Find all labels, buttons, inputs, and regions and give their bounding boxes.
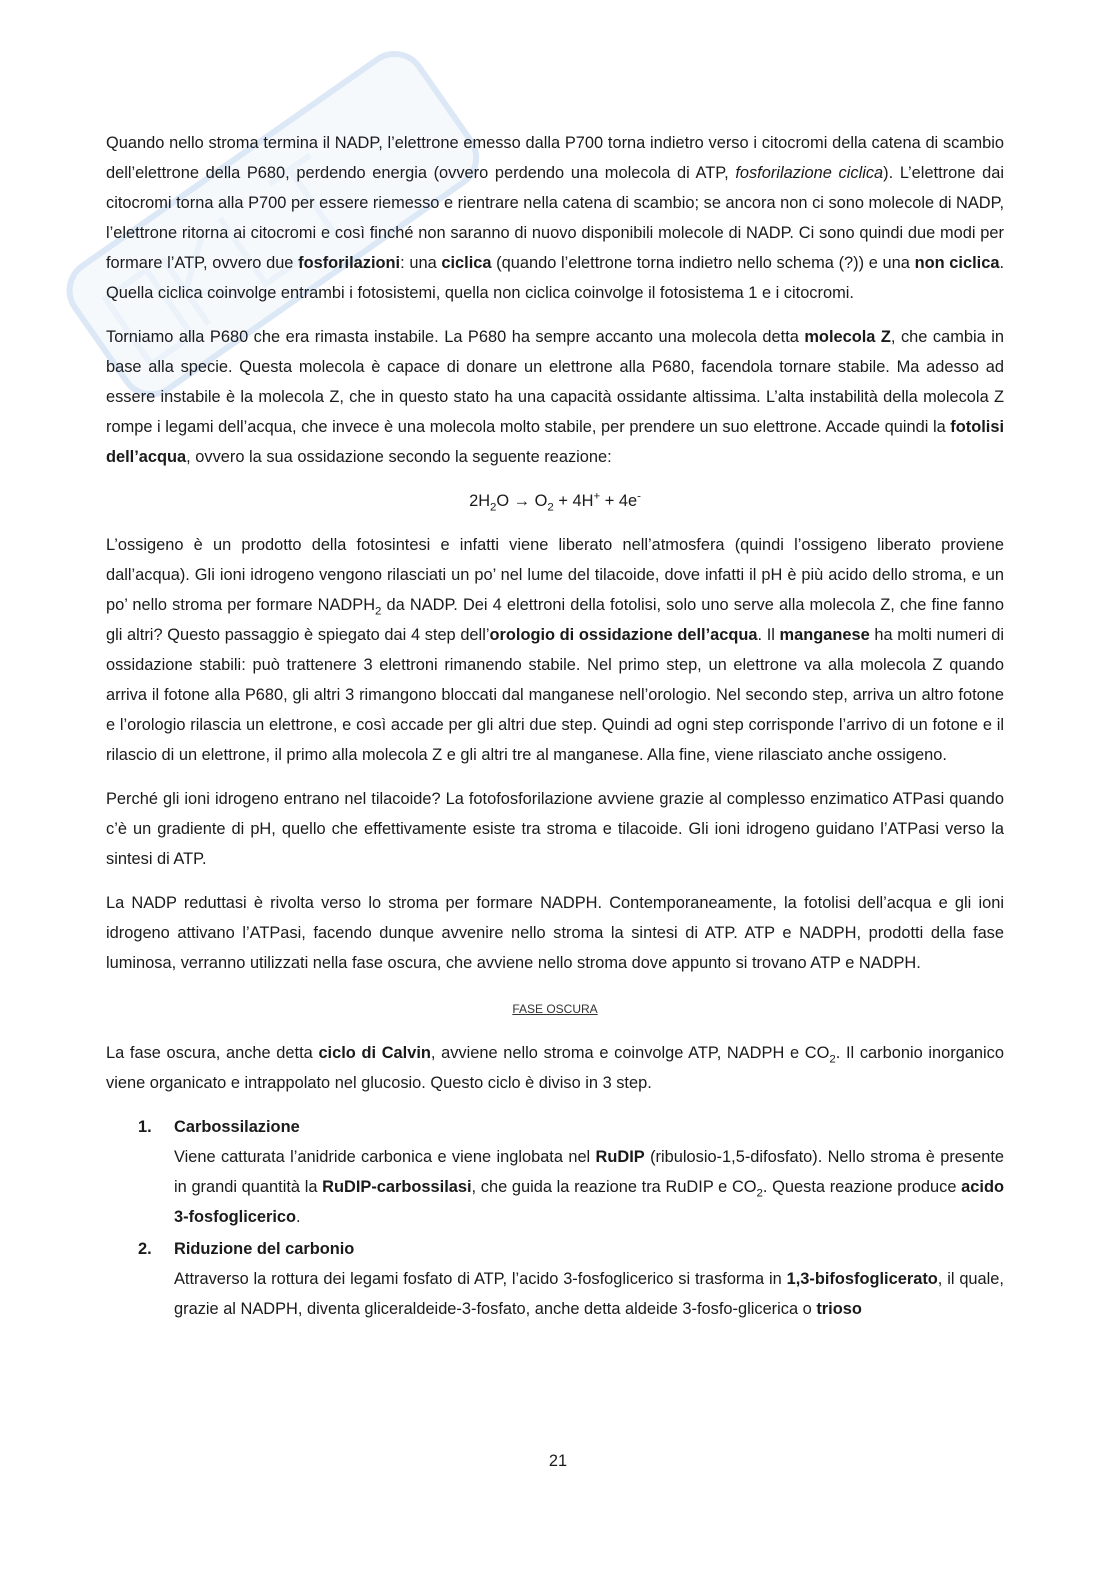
text-run: ciclo di Calvin (318, 1044, 431, 1062)
text-run: L’ossigeno è un prodotto della fotosintesi e infatti viene liberato nell’atmosfera (quindi l’ossigeno liberato proviene dall’acqua). Gli ioni idrogeno vengono rilasciati un po’ nel lume del tilacoide, dove infatti il pH è più acido dello stroma, e un po’ nello stroma per formare NADPH (106, 536, 1004, 614)
text-run: fotolisi dell’acqua (106, 418, 1004, 466)
step-title: Carbossilazione (174, 1118, 300, 1136)
text-run: RuDIP-carbossilasi (322, 1178, 472, 1196)
text-run: ciclica (441, 254, 492, 272)
text-run: Viene catturata l’anidride carbonica e viene inglobata nel (174, 1148, 596, 1166)
text-run: (ribulosio-1,5-difosfato). Nello stroma è presente in grandi quantità la (174, 1148, 1004, 1196)
paragraph (106, 530, 1004, 770)
paragraph (106, 128, 1004, 308)
step-item (106, 1234, 1004, 1324)
text-run: (quando l’elettrone torna indietro nello schema (?)) e una (491, 254, 915, 272)
text-run: + 4e (600, 492, 638, 510)
calvin-steps-list (106, 1112, 1004, 1324)
text-run: acido 3-fosfoglicerico (174, 1178, 1004, 1226)
text-run: 1,3-bifosfoglicerato (786, 1270, 938, 1288)
paragraph (106, 1038, 1004, 1098)
text-run: O → O (496, 492, 548, 510)
text-run: Perché gli ioni idrogeno entrano nel tilacoide? La fotofosforilazione avviene grazie al complesso enzimatico ATPasi quando c’è un gradiente di pH, quello che effettivamente esiste tra stroma e tilacoide. Gli ioni idrogeno guidano l’ATPasi verso la sintesi di ATP. (106, 790, 1004, 868)
paragraph-group-3 (106, 1038, 1004, 1098)
text-run: La fase oscura, anche detta (106, 1044, 319, 1062)
text-run: , il quale, grazie al NADPH, diventa gliceraldeide-3-fosfato, anche detta aldeide 3-fosfo-glicerica o (174, 1270, 1004, 1318)
document-body (106, 128, 1004, 1326)
reaction-formula (106, 486, 1004, 516)
step-number: 2. (138, 1240, 152, 1258)
section-heading-fase-oscura: FASE OSCURA (512, 1002, 598, 1016)
step-body (174, 1142, 1004, 1232)
text-run: . Il carbonio inorganico viene organicato e intrappolato nel glucosio. Questo ciclo è diviso in 3 step. (106, 1044, 1004, 1092)
text-run: Attraverso la rottura dei legami fosfato di ATP, l’acido 3-fosfoglicerico si trasforma in (174, 1270, 787, 1288)
text-run: trioso (816, 1300, 862, 1318)
step-title: Riduzione del carbonio (174, 1240, 355, 1258)
text-run: + 4H (553, 492, 594, 510)
step-number: 1. (138, 1118, 152, 1136)
text-run: , che guida la reazione tra RuDIP e CO (471, 1178, 757, 1196)
paragraph-group-2 (106, 530, 1004, 978)
page-number: 21 (548, 1452, 568, 1470)
text-run: , ovvero la sua ossidazione secondo la seguente reazione: (186, 448, 612, 466)
text-run: Quando nello stroma termina il NADP, l’elettrone emesso dalla P700 torna indietro verso i citocromi della catena di scambio dell’elettrone della P680, perdendo energia (ovvero perdendo una molecola di ATP, (106, 134, 1004, 182)
text-run: 2 (547, 501, 554, 514)
text-run: , avviene nello stroma e coinvolge ATP, NADPH e CO (430, 1044, 830, 1062)
paragraph (106, 784, 1004, 874)
text-run: . Quella ciclica coinvolge entrambi i fotosistemi, quella non ciclica coinvolge il fotosistema 1 e i citocromi. (106, 254, 1004, 302)
text-run: + (593, 490, 601, 503)
text-run: ha molti numeri di ossidazione stabili: può trattenere 3 elettroni rimanendo stabile. Nel primo step, un elettrone va alla molecola Z quando arriva il fotone alla P680, gli altri 3 rimangono bloccati dal manganese nell’orologio. Nel secondo step, arriva un altro fotone e l’orologio rilascia un elettrone, e così accade per gli altri due step. Quindi ad ogni step corrisponde l’arrivo di un fotone e il rilascio di un elettrone, il primo alla molecola Z e gli altri tre al manganese. Alla fine, viene rilasciato anche ossigeno. (106, 626, 1004, 764)
text-run: fosforilazione ciclica (735, 164, 884, 182)
text-run: 2H (469, 492, 491, 510)
text-run: - (637, 490, 641, 503)
text-run: . Questa reazione produce (762, 1178, 962, 1196)
paragraph-group-1 (106, 128, 1004, 472)
paragraph (106, 888, 1004, 978)
text-run: ). L’elettrone dai citocromi torna alla P700 per essere riemesso e rientrare nella catena di scambio; se ancora non ci sono molecole di NADP, l’elettrone ritorna ai citocromi e così finché non saranno di nuovo disponibili molecole di NADP. Ci sono quindi due modi per formare l’ATP, ovvero due (106, 164, 1004, 272)
text-run: fosforilazioni (298, 254, 401, 272)
text-run: 2 (756, 1187, 763, 1200)
text-run: 2 (829, 1053, 836, 1066)
step-body (174, 1264, 1004, 1324)
text-run: Torniamo alla P680 che era rimasta instabile. La P680 ha sempre accanto una molecola detta (106, 328, 805, 346)
text-run: . Il (757, 626, 780, 644)
step-item (106, 1112, 1004, 1232)
text-run: manganese (779, 626, 870, 644)
text-run: : una (400, 254, 442, 272)
text-run: 2 (375, 605, 382, 618)
text-run: molecola Z (804, 328, 891, 346)
text-run: La NADP reduttasi è rivolta verso lo stroma per formare NADPH. Contemporaneamente, la fotolisi dell’acqua e gli ioni idrogeno attivano l’ATPasi, facendo dunque avvenire nello stroma la sintesi di ATP. ATP e NADPH, prodotti della fase luminosa, verranno utilizzati nella fase oscura, che avviene nello stroma dove appunto si trovano ATP e NADPH. (106, 894, 1004, 972)
text-run: . (296, 1208, 301, 1226)
text-run: orologio di ossidazione dell’acqua (489, 626, 758, 644)
text-run: RuDIP (595, 1148, 645, 1166)
text-run: 2 (490, 501, 497, 514)
text-run: , che cambia in base alla specie. Questa molecola è capace di donare un elettrone alla P680, facendola tornare stabile. Ma adesso ad essere instabile è la molecola Z, che in questo stato ha una capacità ossidante altissima. L’alta instabilità della molecola Z rompe i legami dell’acqua, che invece è una molecola molto stabile, per prendere un suo elettrone. Accade quindi la (106, 328, 1004, 436)
text-run: da NADP. Dei 4 elettroni della fotolisi, solo uno serve alla molecola Z, che fine fanno gli altri? Questo passaggio è spiegato dai 4 step dell’ (106, 596, 1004, 644)
text-run: non ciclica (914, 254, 1000, 272)
paragraph (106, 322, 1004, 472)
